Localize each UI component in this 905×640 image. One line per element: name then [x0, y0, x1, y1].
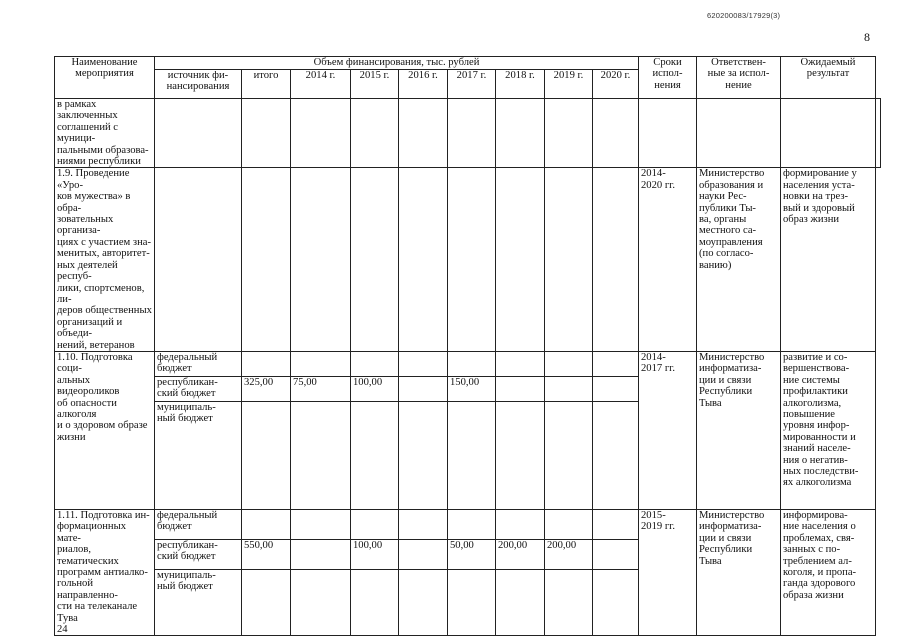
header-2020: 2020 г.: [593, 70, 639, 99]
funding-source-federal: федеральный бюджет: [155, 351, 242, 376]
value-2017: 50,00: [448, 539, 496, 569]
header-2014: 2014 г.: [291, 70, 351, 99]
measure-name: 1.11. Подготовка ин- формационных мате- риалов, тематических программ антиалко- гольной направленно- сти на телеканале Тува 24: [55, 509, 155, 635]
table-row: [55, 509, 881, 539]
value-2015: 100,00: [351, 539, 399, 569]
program-table: [54, 56, 881, 636]
header-2017: 2017 г.: [448, 70, 496, 99]
table-row: [55, 99, 881, 168]
header-2018: 2018 г.: [496, 70, 545, 99]
header-total: итого: [242, 70, 291, 99]
measure-responsible: Министерство образования и науки Рес- публики Ты- ва, органы местного са- моуправления (по согласо- ванию): [697, 168, 781, 352]
funding-source-republican: республикан- ский бюджет: [155, 376, 242, 401]
measure-result: информирова- ние населения о проблемах, свя- занных с по- треблением ал- коголя, и пропа- ганда здорового образа жизни: [781, 509, 876, 635]
table-row: [55, 168, 881, 352]
value-2017: 150,00: [448, 376, 496, 401]
page-number: 8: [864, 30, 870, 44]
header-2016: 2016 г.: [399, 70, 448, 99]
header-row-1: [55, 57, 881, 70]
header-2019: 2019 г.: [545, 70, 593, 99]
value-2015: 100,00: [351, 376, 399, 401]
measure-result: развитие и со- вершенствова- ние системы профилактики алкоголизма, повышение уровня инфор- мированности и знаний населе- ния о негатив- ных последстви- ях алкоголизма: [781, 351, 876, 509]
measure-responsible: Министерство информатиза- ции и связи Республики Тыва: [697, 509, 781, 635]
measure-terms: 2014- 2017 гг.: [639, 351, 697, 509]
funding-source-federal: федеральный бюджет: [155, 509, 242, 539]
header-2015: 2015 г.: [351, 70, 399, 99]
value-2019: 200,00: [545, 539, 593, 569]
value-2014: 75,00: [291, 376, 351, 401]
header-responsible: Ответствен- ные за испол- нение: [697, 57, 781, 99]
funding-source-municipal: муниципаль- ный бюджет: [155, 569, 242, 636]
measure-responsible: Министерство информатиза- ции и связи Республики Тыва: [697, 351, 781, 509]
measure-terms: 2014- 2020 гг.: [639, 168, 697, 352]
measure-terms: 2015- 2019 гг.: [639, 509, 697, 635]
measure-name: в рамках заключенных соглашений с муници- пальными образова- ниями республики: [55, 99, 155, 168]
header-funding: Объем финансирования, тыс. рублей: [155, 57, 639, 70]
measure-name: 1.9. Проведение «Уро- ков мужества» в обра- зовательных организа- циях с участием зна- менитых, авторитет- ных деятелей респуб- лики, спортсменов, ли- деров общественных организаций и объеди- нений, ветеранов: [55, 168, 155, 352]
document-id: 620200083/17929(3): [707, 11, 781, 20]
funding-source-republican: республикан- ский бюджет: [155, 539, 242, 569]
value-total: 325,00: [242, 376, 291, 401]
table-row: [55, 351, 881, 376]
funding-source-municipal: муниципаль- ный бюджет: [155, 401, 242, 509]
measure-name: 1.10. Подготовка соци- альных видеороликов об опасности алкоголя и о здоровом образе жизни: [55, 351, 155, 509]
header-source: источник фи- нансирования: [155, 70, 242, 99]
measure-result: формирование у населения уста- новки на трез- вый и здоровый образ жизни: [781, 168, 876, 352]
header-name: Наименование мероприятия: [55, 57, 155, 99]
header-terms: Сроки испол- нения: [639, 57, 697, 99]
value-2018: 200,00: [496, 539, 545, 569]
header-result: Ожидаемый результат: [781, 57, 876, 99]
value-total: 550,00: [242, 539, 291, 569]
